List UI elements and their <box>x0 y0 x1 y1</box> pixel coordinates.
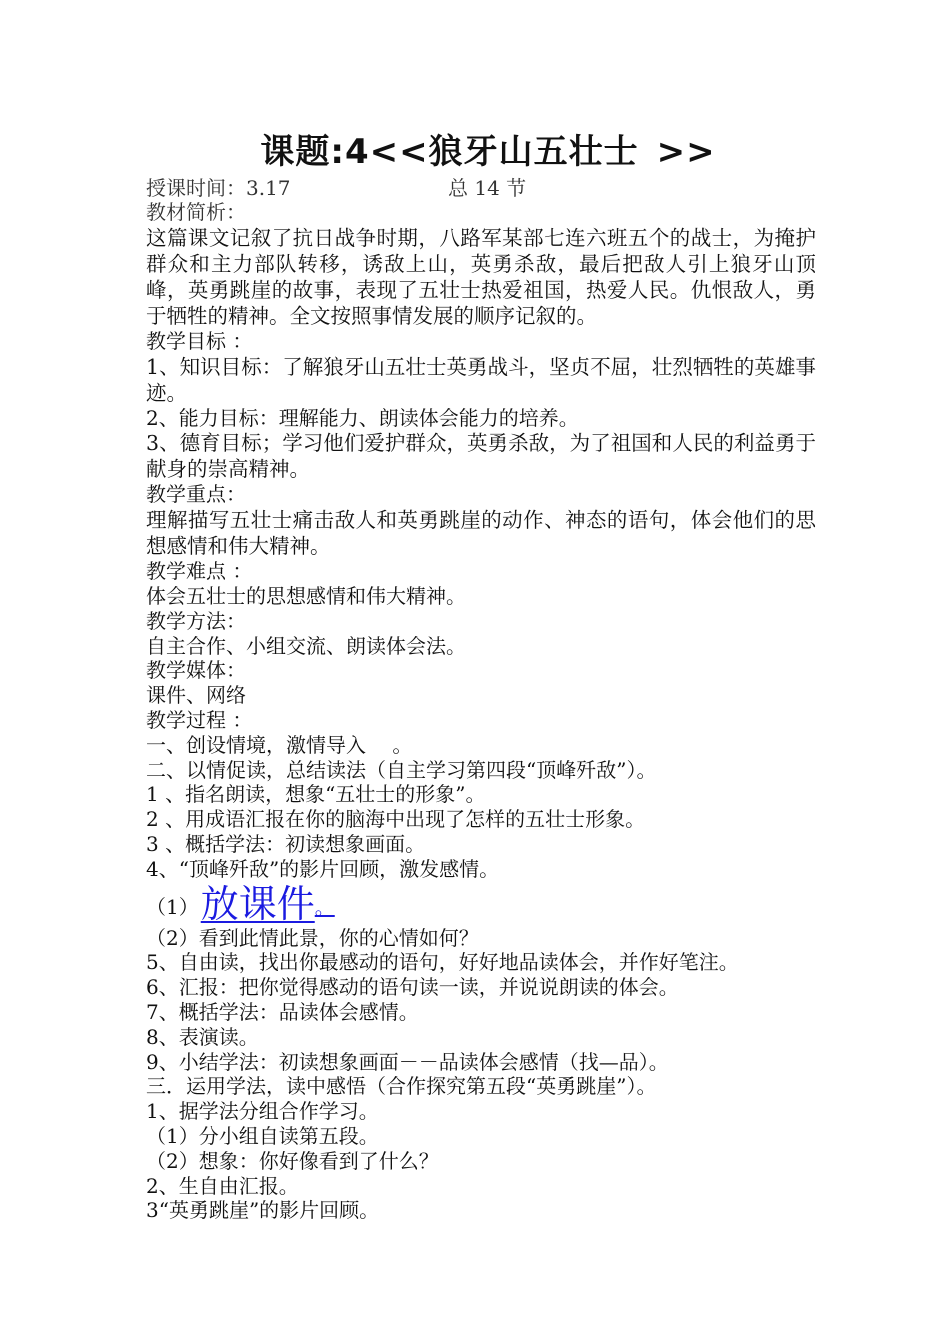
process-step: （2）看到此情此景，你的心情如何？ <box>146 925 479 950</box>
goal-item-ability: 2、能力目标：理解能力、朗读体会能力的培养。 <box>146 405 579 430</box>
process-step: 4、“顶峰歼敌”的影片回顾，激发感情。 <box>146 856 500 881</box>
process-step: 5、自由读，找出你最感动的语句，好好地品读体会，并作好笔注。 <box>146 950 739 975</box>
courseware-link-prefix: （1） <box>146 894 199 919</box>
focus-text: 理解描写五壮士痛击敌人和英勇跳崖的动作、神态的语句，体会他们的思想感情和伟大精神。 <box>146 508 816 559</box>
process-step: 二、以情促读，总结读法（自主学习第四段“顶峰歼敌”）。 <box>146 757 657 782</box>
process-step: 6、汇报：把你觉得感动的语句读一读，并说说朗读的体会。 <box>146 975 679 1000</box>
goal-item-moral: 3、德育目标；学习他们爱护群众，英勇杀敌，为了祖国和人民的利益勇于献身的崇高精神。 <box>146 431 816 482</box>
process-step: 2 、用成语汇报在你的脑海中出现了怎样的五壮士形象。 <box>146 807 646 832</box>
process-step: 3“英勇跳崖”的影片回顾。 <box>146 1198 380 1223</box>
media-text: 课件、网络 <box>146 683 246 708</box>
focus-heading: 教学重点： <box>146 482 246 507</box>
process-step: （1）分小组自读第五段。 <box>146 1123 379 1148</box>
process-step: 3 、概括学法：初读想象画面。 <box>146 831 426 856</box>
goal-item-knowledge: 1、知识目标：了解狼牙山五壮士英勇战斗，坚贞不屈，壮烈牺牲的英雄事迹。 <box>146 354 816 405</box>
difficulty-text: 体会五壮士的思想感情和伟大精神。 <box>146 583 466 608</box>
courseware-link-suffix[interactable]: 。 <box>314 894 335 919</box>
process-step: 7、概括学法：品读体会感情。 <box>146 999 419 1024</box>
process-step: 一、创设情境，激情导入 。 <box>146 732 413 757</box>
courseware-link-row <box>146 882 816 926</box>
process-step: （2）想象：你好像看到了什么？ <box>146 1148 439 1173</box>
lesson-title-main: 课题:4<<狼牙山五壮士 <box>260 132 639 172</box>
courseware-link[interactable]: 放课件 <box>200 881 315 926</box>
difficulty-heading: 教学难点 ： <box>146 559 253 584</box>
method-text: 自主合作、小组交流、朗读体会法。 <box>146 633 466 658</box>
process-step: 1、据学法分组合作学习。 <box>146 1099 379 1124</box>
lesson-title-end: >> <box>656 132 716 172</box>
process-step: 8、表演读。 <box>146 1024 259 1049</box>
process-step: 9、小结学法：初读想象画面－－品读体会感情（找—品）。 <box>146 1049 669 1074</box>
media-heading: 教学媒体： <box>146 658 246 683</box>
lesson-total: 总 14 节 <box>448 176 527 200</box>
process-heading: 教学过程 ： <box>146 707 253 732</box>
document-page <box>146 128 816 1223</box>
process-step: 三．运用学法，读中感悟（合作探究第五段“英勇跳崖”）。 <box>146 1074 657 1099</box>
lesson-title <box>160 128 816 176</box>
process-step: 2、生自由汇报。 <box>146 1173 299 1198</box>
analysis-text: 这篇课文记叙了抗日战争时期，八路军某部七连六班五个的战士，为掩护群众和主力部队转移，诱敌上山，英勇杀敌，最后把敌人引上狼牙山顶峰，英勇跳崖的故事，表现了五壮士热爱祖国，热爱人民。仇恨敌人，勇于牺牲的精神。全文按照事情发展的顺序记叙的。 <box>146 225 816 328</box>
lesson-meta <box>146 176 816 200</box>
analysis-heading: 教材简析： <box>146 200 246 224</box>
process-step: 1 、指名朗读，想象“五壮士的形象”。 <box>146 782 486 807</box>
method-heading: 教学方法： <box>146 608 246 633</box>
lesson-time: 授课时间：3.17 <box>146 176 291 200</box>
goals-heading: 教学目标 ： <box>146 328 253 353</box>
